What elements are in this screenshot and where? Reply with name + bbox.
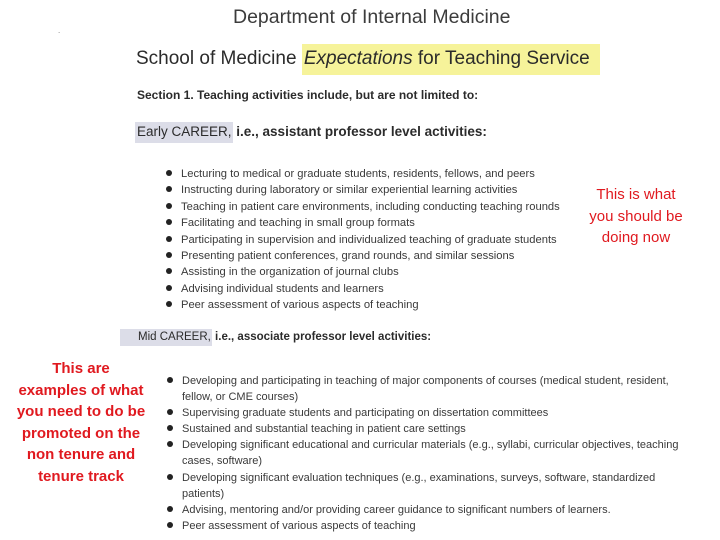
department-title: Department of Internal Medicine	[233, 6, 511, 28]
school-title	[136, 48, 600, 70]
early-career-descriptor: i.e., assistant professor level activities:	[232, 124, 487, 139]
bullet-icon	[167, 409, 173, 415]
list-item	[182, 421, 678, 437]
list-item-text: fellow, or CME courses)	[182, 391, 299, 404]
mid-career-list	[182, 373, 678, 534]
list-item-text: Developing and participating in teaching of major components of courses (medical student, resident,	[182, 375, 669, 387]
bullet-icon	[167, 522, 173, 528]
list-item-continuation	[182, 389, 678, 405]
list-item-text: Participating in supervision and individualized teaching of graduate students	[181, 233, 557, 246]
bullet-icon	[166, 268, 172, 274]
list-item-text: Instructing during laboratory or similar experiential learning activities	[181, 184, 518, 197]
early-career-label: Early CAREER,	[135, 122, 233, 143]
list-item	[182, 405, 678, 421]
list-item-text: Assisting in the organization of journal clubs	[181, 266, 399, 279]
list-item-text: Presenting patient conferences, grand rounds, and similar sessions	[181, 250, 515, 263]
title-highlight-rest: for Teaching Service	[412, 48, 590, 69]
title-italic-word: Expectations	[303, 48, 413, 69]
list-item-text: Lecturing to medical or graduate students, residents, fellows, and peers	[181, 168, 535, 180]
bullet-icon	[166, 285, 172, 291]
list-item	[182, 502, 678, 518]
list-item-text: Peer assessment of various aspects of teaching	[181, 299, 419, 312]
bullet-icon	[166, 186, 172, 192]
list-item	[181, 264, 560, 280]
bullet-icon	[167, 425, 173, 431]
bullet-icon	[167, 441, 173, 447]
mid-career-heading	[120, 331, 431, 343]
list-item-text: Advising, mentoring and/or providing career guidance to significant numbers of learners.	[182, 503, 611, 516]
list-item	[181, 297, 560, 313]
bullet-icon	[166, 203, 172, 209]
bullet-icon	[167, 377, 173, 383]
list-item	[181, 281, 560, 297]
list-item-text: Peer assessment of various aspects of teaching	[182, 519, 416, 532]
early-career-list	[181, 166, 560, 314]
list-item-continuation	[182, 453, 678, 469]
early-career-heading	[135, 124, 487, 139]
list-item-text: Advising individual students and learners	[181, 282, 384, 295]
mid-career-descriptor: i.e., associate professor level activities:	[211, 331, 432, 343]
bullet-icon	[167, 474, 173, 480]
mid-career-label: Mid CAREER,	[120, 329, 212, 346]
list-item-text: Developing significant educational and curricular materials (e.g., syllabi, curricular objectives, teaching	[182, 439, 679, 452]
section-1-heading: Section 1. Teaching activities include, but are not limited to:	[137, 88, 479, 102]
annotation-left: This are examples of what you need to do be promoted on the non tenure and tenure track	[16, 360, 146, 485]
list-item-text: Teaching in patient care environments, including conducting teaching rounds	[181, 200, 560, 213]
list-item-continuation	[182, 486, 678, 502]
bullet-icon	[166, 252, 172, 258]
list-item-text: Facilitating and teaching in small group formats	[181, 217, 415, 230]
list-item	[181, 248, 560, 264]
list-item	[181, 166, 560, 182]
list-item	[181, 215, 560, 231]
bottom-crop-strip	[0, 532, 720, 540]
list-item	[182, 373, 678, 389]
list-item	[182, 437, 678, 453]
list-item	[181, 182, 560, 198]
bullet-icon	[167, 506, 173, 512]
stray-dot: .	[58, 26, 61, 35]
list-item	[182, 470, 678, 486]
highlighted-title	[302, 44, 600, 75]
list-item-text: Developing significant evaluation techniques (e.g., examinations, surveys, software, standardized	[182, 471, 656, 484]
bullet-icon	[166, 301, 172, 307]
bullet-icon	[166, 170, 172, 176]
list-item	[181, 232, 560, 248]
annotation-right: This is what you should be doing now	[589, 186, 683, 246]
bullet-icon	[166, 219, 172, 225]
list-item-text: patients)	[182, 487, 225, 500]
list-item-text: Supervising graduate students and participating on dissertation committees	[182, 407, 549, 420]
list-item	[181, 199, 560, 215]
list-item-text: cases, software)	[182, 455, 263, 468]
list-item-text: Sustained and substantial teaching in patient care settings	[182, 423, 466, 436]
bullet-icon	[166, 236, 172, 242]
school-title-prefix: School of Medicine	[136, 48, 302, 69]
